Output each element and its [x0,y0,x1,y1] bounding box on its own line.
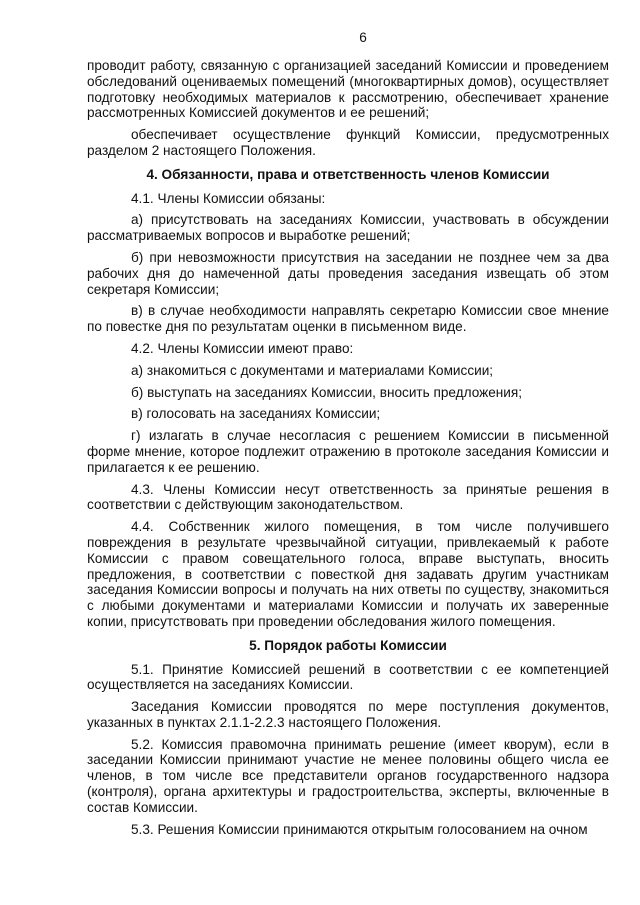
paragraph: а) присутствовать на заседаниях Комиссии, участвовать в обсуждении рассматриваемых вопросов и выработке решений; [87,212,609,244]
paragraph: б) при невозможности присутствия на заседании не позднее чем за два рабочих дня до намеченной даты проведения заседания извещать об этом секретаря Комиссии; [87,249,609,297]
paragraph: 5.3. Решения Комиссии принимаются открытым голосованием на очном [131,821,588,837]
paragraph: 5.1. Принятие Комиссией решений в соответствии с ее компетенцией осуществляется на заседаниях Комиссии. [87,661,609,693]
paragraph: а) знакомиться с документами и материалами Комиссии; [131,362,494,378]
paragraph: 4.4. Собственник жилого помещения, в том числе получившего повреждения в результате чрезвычайной ситуации, привлекаемый к работе Комиссии с правом совещательного голоса, вправе выступать, вносить предложения, в соответствии с повесткой дня задавать другим участникам заседания Комиссии вопросы и получать на них ответы по существу, знакомиться с любыми документами и материалами Комиссии и получать их заверенные копии, присутствовать при проведении обследования жилого помещения. [87,519,609,629]
document-body [87,58,609,837]
paragraph: 4.3. Члены Комиссии несут ответственность за принятые решения в соответствии с действующим законодательством. [87,481,609,513]
section-heading-5: 5. Порядок работы Комиссии [249,637,447,653]
paragraph: в) в случае необходимости направлять секретарю Комиссии свое мнение по повестке дня по результатам оценки в письменном виде. [87,303,609,335]
paragraph: 4.1. Члены Комиссии обязаны: [131,190,326,206]
paragraph: в) голосовать на заседаниях Комиссии; [131,406,381,422]
paragraph: б) выступать на заседаниях Комиссии, вносить предложения; [131,384,522,400]
paragraph: обеспечивает осуществление функций Комиссии, предусмотренных разделом 2 настоящего Положения. [87,127,609,158]
paragraph: проводит работу, связанную с организацией заседаний Комиссии и проведением обследований оцениваемых помещений (многоквартирных домов), осуществляет подготовку необходимых материалов к рассмотрению, обеспечивает хранение рассмотренных Комиссией документов и ее решений; [87,58,609,121]
paragraph: Заседания Комиссии проводятся по мере поступления документов, указанных в пунктах 2.1.1-2.2.3 настоящего Положения. [87,699,609,730]
paragraph: г) излагать в случае несогласия с решением Комиссии в письменной форме мнение, которое подлежит отражению в протоколе заседания Комиссии и прилагается к ее решению. [87,428,609,475]
page-number: 6 [359,30,367,45]
paragraph: 4.2. Члены Комиссии имеют право: [131,340,354,356]
section-heading-4: 4. Обязанности, права и ответственность членов Комиссии [146,166,550,182]
paragraph: 5.2. Комиссия правомочна принимать решение (имеет кворум), если в заседании Комиссии принимают участие не менее половины общего числа ее членов, в том числе все представители органов государственного надзора (контроля), органа архитектуры и градостроительства, эксперты, включенные в состав Комиссии. [87,736,609,815]
